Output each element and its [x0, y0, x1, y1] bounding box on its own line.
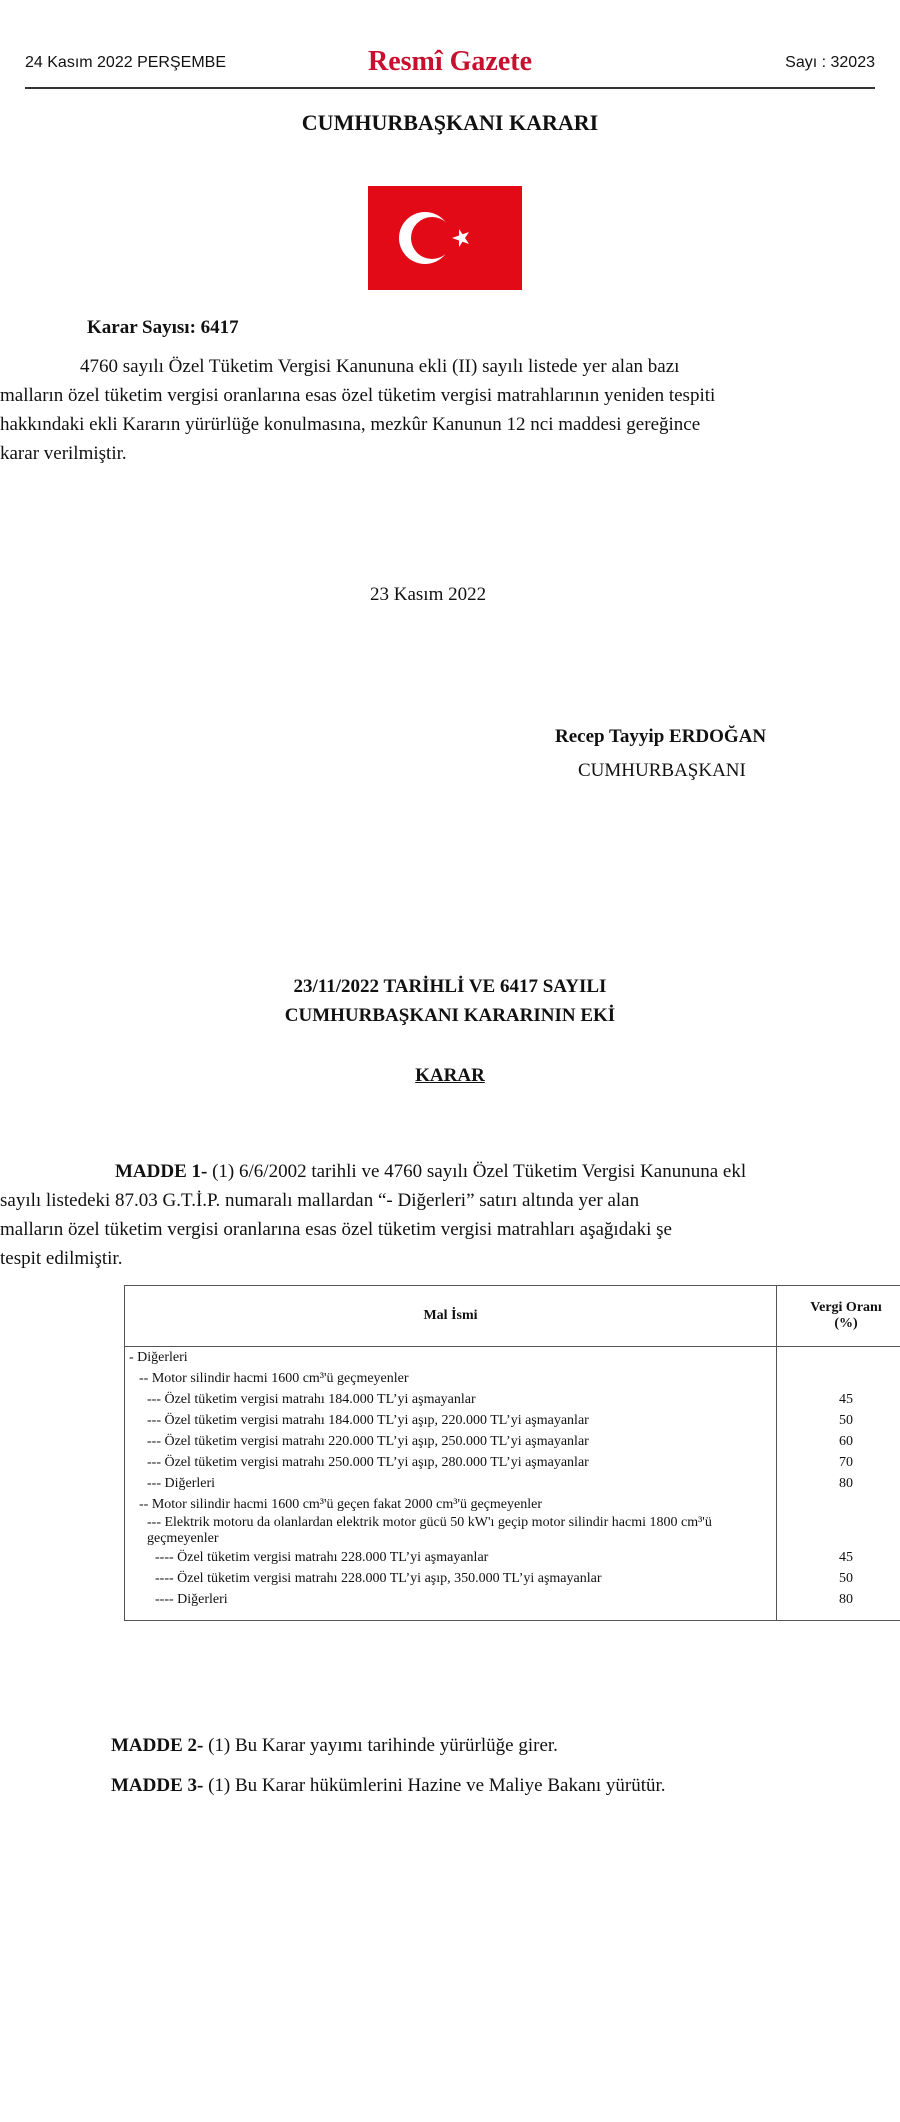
madde-1-line3: malların özel tüketim vergisi oranlarına esas özel tüketim vergisi matrahları aşağıdaki şe [0, 1219, 672, 1240]
table-cell-rate: 45 [777, 1389, 900, 1410]
madde-2 [111, 1731, 558, 1760]
madde-1-line1 [115, 1157, 746, 1186]
karar-heading: KARAR [415, 1065, 485, 1086]
table-row [125, 1431, 900, 1452]
madde-1-text: (1) 6/6/2002 tarihli ve 4760 sayılı Özel Tüketim Vergisi Kanununa ekl [207, 1161, 747, 1182]
decision-number: Karar Sayısı: 6417 [87, 317, 239, 338]
gazette-title: Resmî Gazete [367, 46, 533, 77]
table-cell-product: --- Diğerleri [147, 1475, 216, 1491]
table-row [125, 1515, 900, 1547]
table-row [125, 1494, 900, 1515]
column-header-rate: Vergi Oranı (%) [777, 1286, 900, 1347]
turkish-flag-icon [368, 186, 522, 290]
decision-body-line4: karar verilmiştir. [0, 443, 127, 464]
table-cell-product: ---- Özel tüketim vergisi matrahı 228.000 TL’yi aşıp, 350.000 TL’yi aşmayanlar [155, 1570, 602, 1586]
decision-date: 23 Kasım 2022 [370, 584, 487, 605]
table-row [125, 1568, 900, 1589]
table-row [125, 1473, 900, 1494]
annex-heading-line1: 23/11/2022 TARİHLİ VE 6417 SAYILI [293, 976, 607, 997]
table-cell-product: -- Motor silindir hacmi 1600 cm³'ü geçmeyenler [139, 1370, 409, 1386]
column-header-product: Mal İsmi [125, 1286, 777, 1347]
header-rule [25, 87, 875, 89]
table-cell-product: --- Elektrik motoru da olanlardan elektrik motor gücü 50 kW'ı geçip motor silindir hacmi 1800 cm³'ü geçmeyenler [147, 1515, 712, 1546]
table-cell-product: ---- Özel tüketim vergisi matrahı 228.000 TL’yi aşmayanlar [155, 1549, 489, 1565]
table-spacer [125, 1610, 900, 1620]
table-cell-rate [777, 1368, 900, 1389]
table-cell-product: --- Özel tüketim vergisi matrahı 184.000 TL’yi aşıp, 220.000 TL’yi aşmayanlar [147, 1412, 589, 1428]
decision-body-line1: 4760 sayılı Özel Tüketim Vergisi Kanununa ekli (II) sayılı listede yer alan bazı [80, 356, 680, 377]
table-cell-product: --- Özel tüketim vergisi matrahı 220.000 TL’yi aşıp, 250.000 TL’yi aşmayanlar [147, 1433, 589, 1449]
table-row [125, 1368, 900, 1389]
table-cell-rate: 50 [777, 1568, 900, 1589]
table-cell-rate [777, 1515, 900, 1547]
table-cell-rate: 70 [777, 1452, 900, 1473]
decision-body-line2: malların özel tüketim vergisi oranlarına esas özel tüketim vergisi matrahlarının yeniden tespiti [0, 385, 716, 406]
madde-3-label: MADDE 3- [111, 1775, 204, 1796]
table-cell-product: --- Özel tüketim vergisi matrahı 184.000 TL’yi aşmayanlar [147, 1391, 476, 1407]
madde-1-line4: tespit edilmiştir. [0, 1248, 123, 1269]
table-row [125, 1589, 900, 1610]
madde-2-label: MADDE 2- [111, 1735, 204, 1756]
table-cell-product: -- Motor silindir hacmi 1600 cm³'ü geçen fakat 2000 cm³'ü geçmeyenler [139, 1496, 542, 1512]
decision-body-line3: hakkındaki ekli Kararın yürürlüğe konulmasına, mezkûr Kanunun 12 nci maddesi gereğince [0, 414, 701, 435]
table-row [125, 1347, 900, 1369]
table-row [125, 1547, 900, 1568]
signer-title: CUMHURBAŞKANI [578, 760, 746, 781]
table-row [125, 1452, 900, 1473]
signer-name: Recep Tayyip ERDOĞAN [555, 726, 767, 747]
table-cell-product: - Diğerleri [129, 1349, 188, 1365]
table-cell-rate: 60 [777, 1431, 900, 1452]
table-cell-rate: 50 [777, 1410, 900, 1431]
tax-rate-table [124, 1285, 900, 1621]
madde-2-text: (1) Bu Karar yayımı tarihinde yürürlüğe girer. [203, 1735, 558, 1756]
table-row [125, 1410, 900, 1431]
annex-heading-line2: CUMHURBAŞKANI KARARININ EKİ [284, 1005, 616, 1026]
table-cell-rate: 45 [777, 1547, 900, 1568]
table-cell-rate [777, 1347, 900, 1369]
table-cell-rate: 80 [777, 1589, 900, 1610]
table-row [125, 1389, 900, 1410]
table-cell-rate [777, 1494, 900, 1515]
issue-number: Sayı : 32023 [785, 54, 875, 71]
madde-3-text: (1) Bu Karar hükümlerini Hazine ve Maliye Bakanı yürütür. [203, 1775, 666, 1796]
issue-date: 24 Kasım 2022 PERŞEMBE [25, 54, 226, 71]
madde-3 [111, 1771, 666, 1800]
madde-1-label: MADDE 1- [115, 1161, 208, 1182]
table-cell-rate: 80 [777, 1473, 900, 1494]
table-cell-product: --- Özel tüketim vergisi matrahı 250.000 TL’yi aşıp, 280.000 TL’yi aşmayanlar [147, 1454, 589, 1470]
table-cell-product: ---- Diğerleri [155, 1591, 228, 1607]
decision-heading: CUMHURBAŞKANI KARARI [301, 110, 599, 135]
madde-1-line2: sayılı listedeki 87.03 G.T.İ.P. numaralı mallardan “- Diğerleri” satırı altında yer alan [0, 1190, 640, 1211]
